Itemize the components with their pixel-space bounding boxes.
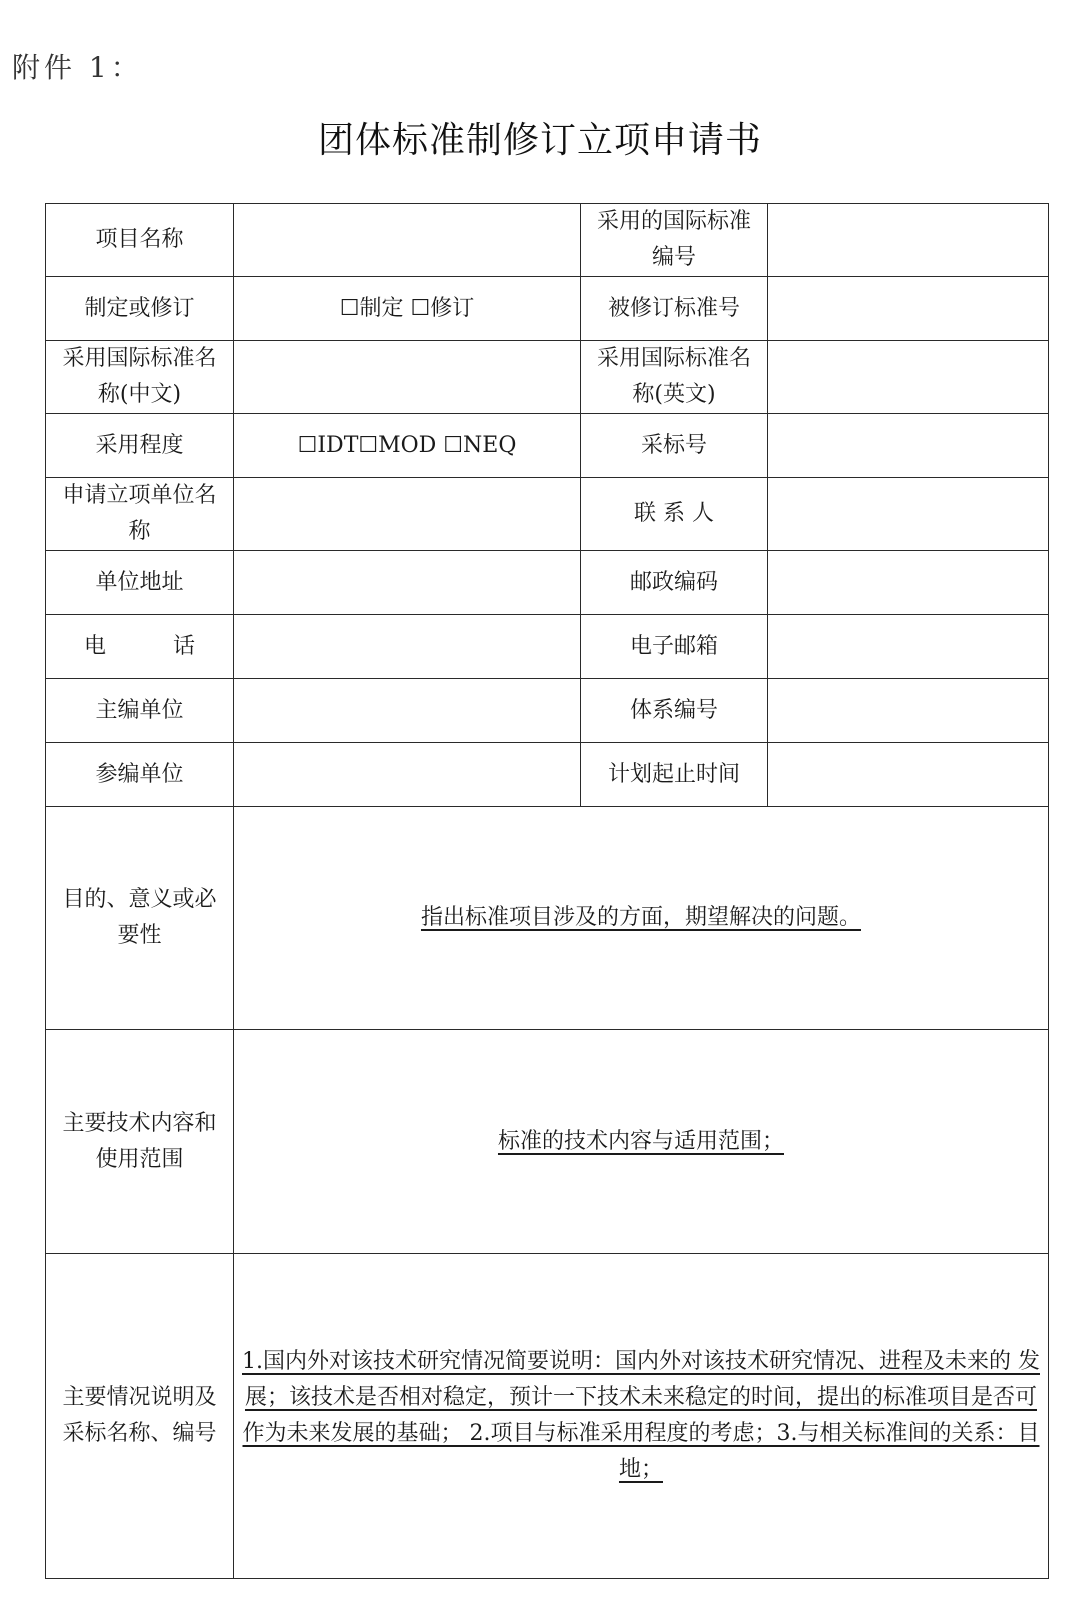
form-section-tech-content [46,1030,1049,1254]
co-editor-unit-field[interactable] [234,743,581,807]
attachment-label: 附件 1： [12,51,143,84]
application-form-table [45,203,1049,1579]
plan-period-label: 计划起止时间 [581,743,768,807]
adoption-number-label: 采标号 [581,414,768,478]
unit-address-field[interactable] [234,551,581,615]
adoption-degree-checkboxes[interactable]: ☐IDT☐MOD ☐NEQ [234,414,581,478]
contact-person-field[interactable] [768,478,1049,551]
project-name-label: 项目名称 [46,204,234,277]
form-row-applicant [46,478,1049,551]
system-number-label: 体系编号 [581,679,768,743]
revised-standard-number-field[interactable] [768,277,1049,341]
form-row-revision-type [46,277,1049,341]
postal-code-label: 邮政编码 [581,551,768,615]
revision-type-checkboxes[interactable]: ☐制定 ☐修订 [234,277,581,341]
revised-standard-number-label: 被修订标准号 [581,277,768,341]
co-editor-unit-label: 参编单位 [46,743,234,807]
postal-code-field[interactable] [768,551,1049,615]
document-title: 团体标准制修订立项申请书 [317,120,762,161]
form-row-phone-email [46,615,1049,679]
form-row-intl-standard-names [46,341,1049,414]
main-situation-field[interactable] [234,1254,1049,1579]
purpose-label: 目的、意义或必要性 [46,807,234,1030]
form-row-project-name [46,204,1049,277]
intl-standard-name-cn-label: 采用国际标准名称(中文) [46,341,234,414]
purpose-note: 指出标准项目涉及的方面，期望解决的问题。 [420,905,861,930]
form-row-co-editor [46,743,1049,807]
intl-standard-name-cn-field[interactable] [234,341,581,414]
intl-standard-name-en-label: 采用国际标准名称(英文) [581,341,768,414]
intl-standard-number-field[interactable] [768,204,1049,277]
form-row-adoption-degree [46,414,1049,478]
tech-content-label: 主要技术内容和使用范围 [46,1030,234,1254]
form-row-address [46,551,1049,615]
phone-field[interactable] [234,615,581,679]
tech-content-field[interactable] [234,1030,1049,1254]
intl-standard-name-en-field[interactable] [768,341,1049,414]
main-situation-note: 1.国内外对该技术研究情况简要说明：国内外对该技术研究情况、进程及未来的 发展；该技术是否相对稳定，预计一下技术未来稳定的时间，提出的标准项目是否可作为未来发展的基础； 2.项目与标准采用程度的考虑；3.与相关标准间的关系：目地； [242,1349,1040,1482]
contact-person-label: 联 系 人 [581,478,768,551]
project-name-field[interactable] [234,204,581,277]
main-situation-label: 主要情况说明及采标名称、编号 [46,1254,234,1579]
tech-content-note: 标准的技术内容与适用范围； [497,1128,784,1154]
purpose-field[interactable] [234,807,1049,1030]
unit-address-label: 单位地址 [46,551,234,615]
chief-editor-unit-field[interactable] [234,679,581,743]
form-section-purpose [46,807,1049,1030]
adoption-number-field[interactable] [768,414,1049,478]
email-label: 电子邮箱 [581,615,768,679]
form-section-main-situation [46,1254,1049,1579]
form-row-chief-editor [46,679,1049,743]
phone-label: 电 话 [46,615,234,679]
system-number-field[interactable] [768,679,1049,743]
intl-standard-number-label: 采用的国际标准编号 [581,204,768,277]
applicant-unit-field[interactable] [234,478,581,551]
plan-period-field[interactable] [768,743,1049,807]
adoption-degree-label: 采用程度 [46,414,234,478]
chief-editor-unit-label: 主编单位 [46,679,234,743]
email-field[interactable] [768,615,1049,679]
applicant-unit-label: 申请立项单位名称 [46,478,234,551]
revision-type-label: 制定或修订 [46,277,234,341]
